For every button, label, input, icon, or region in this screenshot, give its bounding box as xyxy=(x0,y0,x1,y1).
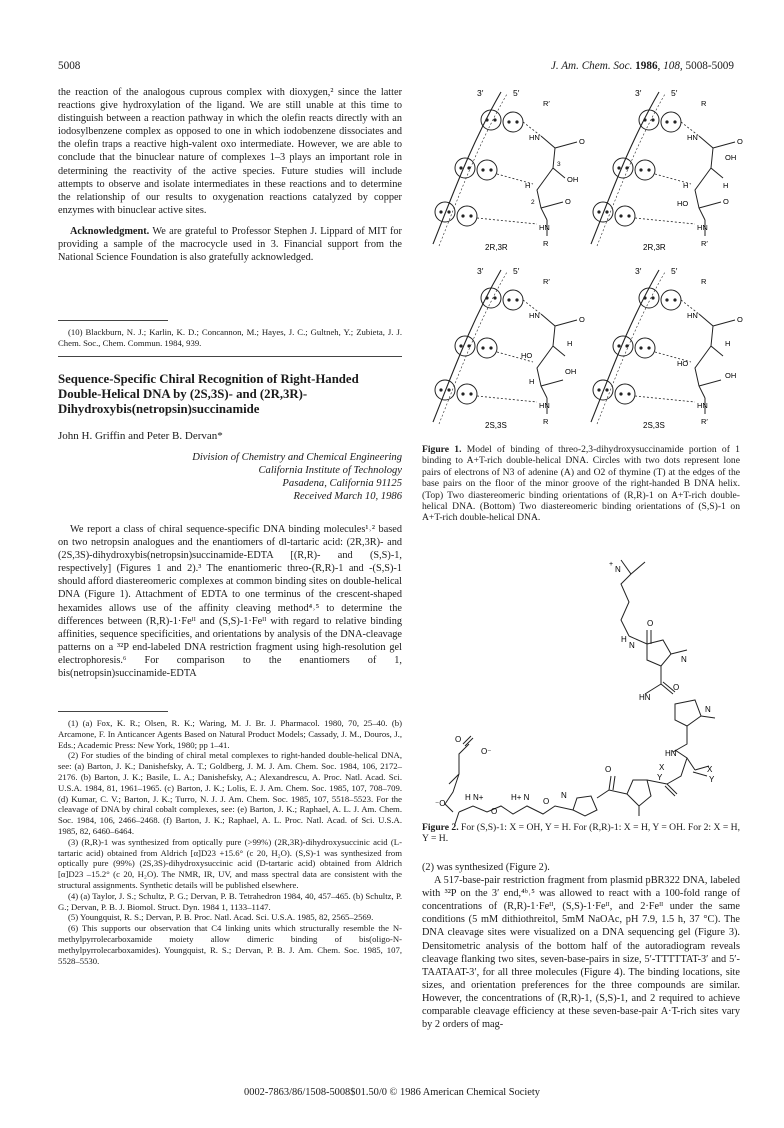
page-footer: 0002-7863/86/1508-5008$01.50/0 © 1986 American Chemical Society xyxy=(244,1087,540,1098)
carbon-2-label: 2 xyxy=(531,199,535,206)
previous-article-text xyxy=(58,86,402,264)
running-header xyxy=(58,60,734,74)
footnote-rule xyxy=(58,320,168,321)
affiliation-division: Division of Chemistry and Chemical Engineering xyxy=(192,452,402,463)
carbonyl-o: O xyxy=(647,619,654,628)
amide-hn: HN xyxy=(665,749,677,758)
carbonyl-o-label: O xyxy=(579,315,585,324)
affiliation-institute: California Institute of Technology xyxy=(258,465,402,476)
amide-nh-label: HN xyxy=(697,223,708,232)
article-affiliation xyxy=(58,451,402,503)
pyrrole-n: N xyxy=(681,655,687,664)
hydrogen-label: H xyxy=(525,181,531,190)
substituent-y: Y xyxy=(657,773,663,782)
article-authors: John H. Griffin and Peter B. Dervan* xyxy=(58,430,223,442)
journal-year: 1986 xyxy=(635,60,658,72)
article-separator xyxy=(58,356,402,357)
figure-1-diagram xyxy=(425,84,741,444)
hydroxyl-label: HO xyxy=(677,359,689,368)
figure-2-caption xyxy=(422,822,740,845)
previous-article-paragraph: the reaction of the analogous cuprous complex with dioxygen,² since the latter reactions give hydroxylation of the ligand. We are still unable at this time to distinguish between a reaction pathway in which the olefin reacts directly with an iodosylbenzene complex as opposed to one in which iodobenzene dissociates and the olefin traps a reactive high-valent oxo intermediate. However, we are able to conclude that the binuclear nature of complexes 1–3 plays an important role in determining the reactivity of the active species. Future studies will include attempts to observe and isolate intermediates in these reactions and to determine the relationship of our results to oxygenation reactions catalyzed by copper enzymes with binuclear active sites. xyxy=(58,87,402,216)
strand-3-label: 3′ xyxy=(477,266,484,276)
substituent-label: R′ xyxy=(543,99,550,108)
reference-4: (4) (a) Taylor, J. S.; Schultz, P. G.; Dervan, P. B. Tetrahedron 1984, 40, 457–465. (b) Schultz, P. G.; Dervan, P. B. J. Biomol. Struct. Dyn. 1984 1, 1133–1147. xyxy=(58,890,402,912)
acknowledgment-text: We are grateful to Professor Stephen J. Lippard of MIT for providing a sample of the macrocycle used in 3. Financial support from the National Science Foundation is also gratefully acknowledged. xyxy=(58,225,402,264)
substituent-x: X xyxy=(707,765,713,774)
carbonyl-o-label: O xyxy=(723,197,729,206)
configuration-label: 2S,3S xyxy=(643,421,665,430)
figure-1-caption-label: Figure 1. xyxy=(422,444,462,455)
article-body-left xyxy=(58,523,402,680)
reference-5: (5) Youngquist, R. S.; Dervan, P. B. Proc. Natl. Acad. Sci. U.S.A. 1985, 82, 2565–2569. xyxy=(68,912,374,923)
substituent-label: R xyxy=(543,239,549,248)
reference-2: (2) For studies of the binding of chiral metal complexes to right-handed double-helical DNA, see: (a) Barton, J. K.; Danishefsky, A. T.; Goldberg, J. M. J. Am. Chem. Soc. 1984, 106, 2172–2176. (b) Barton, J. K.; Basile, L. A.; Danishefsky, A.; Alexandrescu, A. Proc. Natl. Acad. Sci. U.S.A. 1984, 81, 1961–1965. (c) Barton, J. K.; Lolis, E. J. Am. Chem. Soc. 1985, 107, 708–709. (d) Kumar, C. V.; Barton, J. K.; Turro, N. J. J. Am. Chem. Soc. 1985, 107, 5518–5523. For the cleavage of DNA by chiral cobalt complexes, see: (e) Barton, J. K.; Raphael, A. L. J. Am. Chem. Soc. 1984, 106, 2466–2468. (f) Barton, J. K.; Raphael, A. L. Proc. Natl. Acad. of Sci. U.S.A. 1985, 82, 6460–6464. xyxy=(58,750,402,836)
figure-1-panel-rr-b xyxy=(591,88,743,252)
substituent-label: R xyxy=(701,99,707,108)
figure-1-panel-rr-a xyxy=(433,88,585,252)
article-title: Sequence-Specific Chiral Recognition of Right-Handed Double-Helical DNA by (2S,3S)- and (2R,3R)-Dihydroxybis(netropsin)succinamide xyxy=(58,372,359,416)
figure-1-caption xyxy=(422,444,740,524)
carbonyl-o: O xyxy=(605,765,612,774)
figure-1-panel-ss-b xyxy=(591,266,743,430)
configuration-label: 2R,3R xyxy=(485,243,508,252)
substituent-x: X xyxy=(659,763,665,772)
carboxylate-o: O xyxy=(455,735,462,744)
amide-nh-label: HN xyxy=(539,223,550,232)
substituent-label: R xyxy=(701,277,707,286)
carbon-3-label: 3 xyxy=(557,161,561,168)
carbonyl-o-label: O xyxy=(737,315,743,324)
amide-n: N xyxy=(629,641,635,650)
hydrogen-label: H xyxy=(725,339,731,348)
strand-3-label: 3′ xyxy=(477,88,484,98)
amide-nh-label: HN xyxy=(697,401,708,410)
substituent-label: R′ xyxy=(543,277,550,286)
substituent-label: R xyxy=(543,417,549,426)
carboxylate-o: O xyxy=(491,807,498,816)
article-body-right xyxy=(422,861,740,1031)
hydrogen-label: H xyxy=(567,339,573,348)
figure-1-panel-ss-a xyxy=(433,266,585,430)
strand-5-label: 5′ xyxy=(671,88,678,98)
carbonyl-o-label: O xyxy=(579,137,585,146)
strand-3-label: 3′ xyxy=(635,266,642,276)
substituent-label: R′ xyxy=(701,239,708,248)
dimethylammonium-n: N xyxy=(615,565,621,574)
hydroxyl-label: HO xyxy=(521,351,533,360)
substituent-label: R′ xyxy=(701,417,708,426)
hydrogen-label: H xyxy=(683,181,689,190)
carbonyl-o-label: O xyxy=(565,197,571,206)
configuration-label: 2S,3S xyxy=(485,421,507,430)
carbonyl-o-label: O xyxy=(737,137,743,146)
amide-h: H xyxy=(621,635,627,644)
hydroxyl-label: OH xyxy=(725,153,737,162)
hydroxyl-label: HO xyxy=(677,199,689,208)
intro-paragraph: We report a class of chiral sequence-specific DNA binding molecules¹˒² based on two netropsin analogues and the enantiomers of dl-tartaric acid: (2R,3R)- and (2S,3S)-dihydroxybis(netropsin)succinamide-EDTA [(R,R)- and (S,S)-1, respectively] (Figures 1 and 2).³ The enantiomeric threo-(R,R)-1 and -(S,S)-1 should afford diastereomeric complexes at common binding sites on double-helical DNA (Figure 1). Attachment of EDTA to one terminus of the crescent-shaped hexamides allows use of the affinity cleaving method⁴˒⁵ to determine the differences between (R,R)-1·Feᴵᴵ and (S,S)-1·Feᴵᴵ with regard to relative binding affinities, sequence specificities, and orientations by analysis of the DNA-cleavage patterns on a ³²P end-labeled DNA restriction fragment using high-resolution gel electrophoresis.⁶ For comparison to the enantiomers of 1, bis(netropsin)succinamide-EDTA xyxy=(58,524,402,680)
page-number: 5008 xyxy=(58,60,81,72)
affiliation-city: Pasadena, California 91125 xyxy=(282,478,402,489)
amide-nh-label: HN xyxy=(529,311,540,320)
body-continuation: (2) was synthesized (Figure 2). xyxy=(422,862,550,873)
references-list xyxy=(58,718,402,966)
acknowledgment xyxy=(58,225,402,264)
hydroxyl-label: OH xyxy=(567,175,579,184)
amide-nh-label: HN xyxy=(539,401,550,410)
strand-3-label: 3′ xyxy=(635,88,642,98)
amide-nh-label: HN xyxy=(687,311,698,320)
journal-citation: J. Am. Chem. Soc. 1986, 108, 5008-5009 xyxy=(550,60,734,72)
hydroxyl-label: OH xyxy=(725,371,737,380)
reference-10: (10) Blackburn, N. J.; Karlin, K. D.; Concannon, M.; Hayes, J. C.; Gultneh, Y.; Zubieta, J. J. Chem. Soc., Chem. Commun. 1984, 939. xyxy=(58,327,402,348)
strand-5-label: 5′ xyxy=(513,88,520,98)
hydrogen-label: H xyxy=(529,377,535,386)
amide-o: O xyxy=(543,797,550,806)
configuration-label: 2R,3R xyxy=(643,243,666,252)
figure-1-caption-text: Model of binding of threo-2,3-dihydroxysuccinamide portion of 1 binding to A+T-rich double-helical DNA. Circles with two dots represent lone pairs of electrons of N3 of adenine (A) and O2 of thymine (T) at the edges of the base pairs on the floor of the minor groove of the right-handed B DNA helix. (Top) Two diastereomeric binding orientations of (R,R)-1 on A+T-rich double-helical DNA. (Bottom) Two diastereomeric binding orientations of (S,S)-1 on A+T-rich double-helical DNA. xyxy=(422,444,740,524)
figure-2-structure xyxy=(425,544,741,816)
carbonyl-o: O xyxy=(673,683,680,692)
edta-ammonium: H+ N xyxy=(511,793,530,802)
previous-article-reference xyxy=(58,327,402,349)
reference-1: (1) (a) Fox, K. R.; Olsen, R. K.; Waring, M. J. Br. J. Pharmacol. 1980, 70, 25–40. (b) Arcamone, F. In Anticancer Agents Based on Natural Product Models; Cassady, J. M., Douros, J., Eds.; Academic Press: New York, 1980; pp 1–41. xyxy=(58,718,402,750)
results-paragraph: A 517-base-pair restriction fragment from plasmid pBR322 DNA, labeled with ³²P on the 3′ end,⁴ᵇ˒⁵ was allowed to react with a 100-fold range of concentrations of (R,R)-1·Feᴵᴵ, (S,S)-1·Feᴵᴵ, and 2·Feᴵᴵ under the same conditions (5 mM dithiothreitol, 5mM NaOAc, pH 7.9, 1.5 h, 37 °C). The DNA cleavage sites were visualized on a DNA sequencing gel (Figure 3). Densitometric analysis of the bottom half of the autoradiogram reveals cleavage flanking two sites, seven-base-pairs in size, 5′-TTTTTAT-3′ and 5′-TAATAAT-3′, for all three molecules (Figure 4). The binding locations, site sizes, and orientation preferences for the three compounds are similar. However, the concentrations of (R,R)-1, (S,S)-1, and 2 required to achieve comparable cleavage efficiency at these seven-base-pair A·T-rich sites vary by 2 orders of mag- xyxy=(422,875,740,1031)
substituent-y: Y xyxy=(709,775,715,784)
amide-nh-label: HN xyxy=(687,133,698,142)
journal-name: J. Am. Chem. Soc. xyxy=(550,60,633,72)
hydrogen-label: H xyxy=(723,181,729,190)
acknowledgment-label: Acknowledgment. xyxy=(70,225,150,237)
figure-2-caption-text: For (S,S)-1: X = OH, Y = H. For (R,R)-1: X = H, Y = OH. For 2: X = H, Y = H. xyxy=(422,822,740,845)
positive-charge: + xyxy=(609,561,614,568)
received-date: Received March 10, 1986 xyxy=(293,491,402,502)
amide-nh-label: HN xyxy=(529,133,540,142)
strand-5-label: 5′ xyxy=(671,266,678,276)
edta-ammonium: H N+ xyxy=(465,793,484,802)
reference-3: (3) (R,R)-1 was synthesized from optically pure (>99%) (2R,3R)-dihydroxysuccinic acid (L-tartaric acid) obtained from Aldrich [α]D23 +15.6° (c 20, H₂O). (S,S)-1 was synthesized from optically pure (99%) (2S,3S)-dihydroxysuccinic acid (D-tartaric acid) obtained from Aldrich [α]D23 –15.2° (c 20, H₂O). The NMR, IR, UV, and mass spectral data are consistent with the structural assignments. Synthetic details will be published elsewhere. xyxy=(58,836,402,890)
strand-5-label: 5′ xyxy=(513,266,520,276)
amide-hn: HN xyxy=(639,693,651,702)
carboxylate-o-minus: O⁻ xyxy=(481,747,492,756)
references-rule xyxy=(58,711,168,712)
pyrrole-n: N xyxy=(705,705,711,714)
reference-6: (6) This supports our observation that C4 linking units which structurally resemble the N-methylpyrrolecarboxamide moiety allow dimeric binding of bis(oligo-N-methylpyrrolecarboxamides). Youngquist, R. S.; Dervan, P. B. J. Am. Chem. Soc. 1985, 107, 5528–5530. xyxy=(58,923,402,966)
carboxylate-o-minus: ⁻O xyxy=(435,799,446,808)
hydroxyl-label: OH xyxy=(565,367,577,376)
journal-pages: 5008-5009 xyxy=(685,60,734,72)
amide-n: N xyxy=(561,791,567,800)
figure-2-caption-label: Figure 2. xyxy=(422,822,459,833)
journal-volume: 108 xyxy=(663,60,680,72)
